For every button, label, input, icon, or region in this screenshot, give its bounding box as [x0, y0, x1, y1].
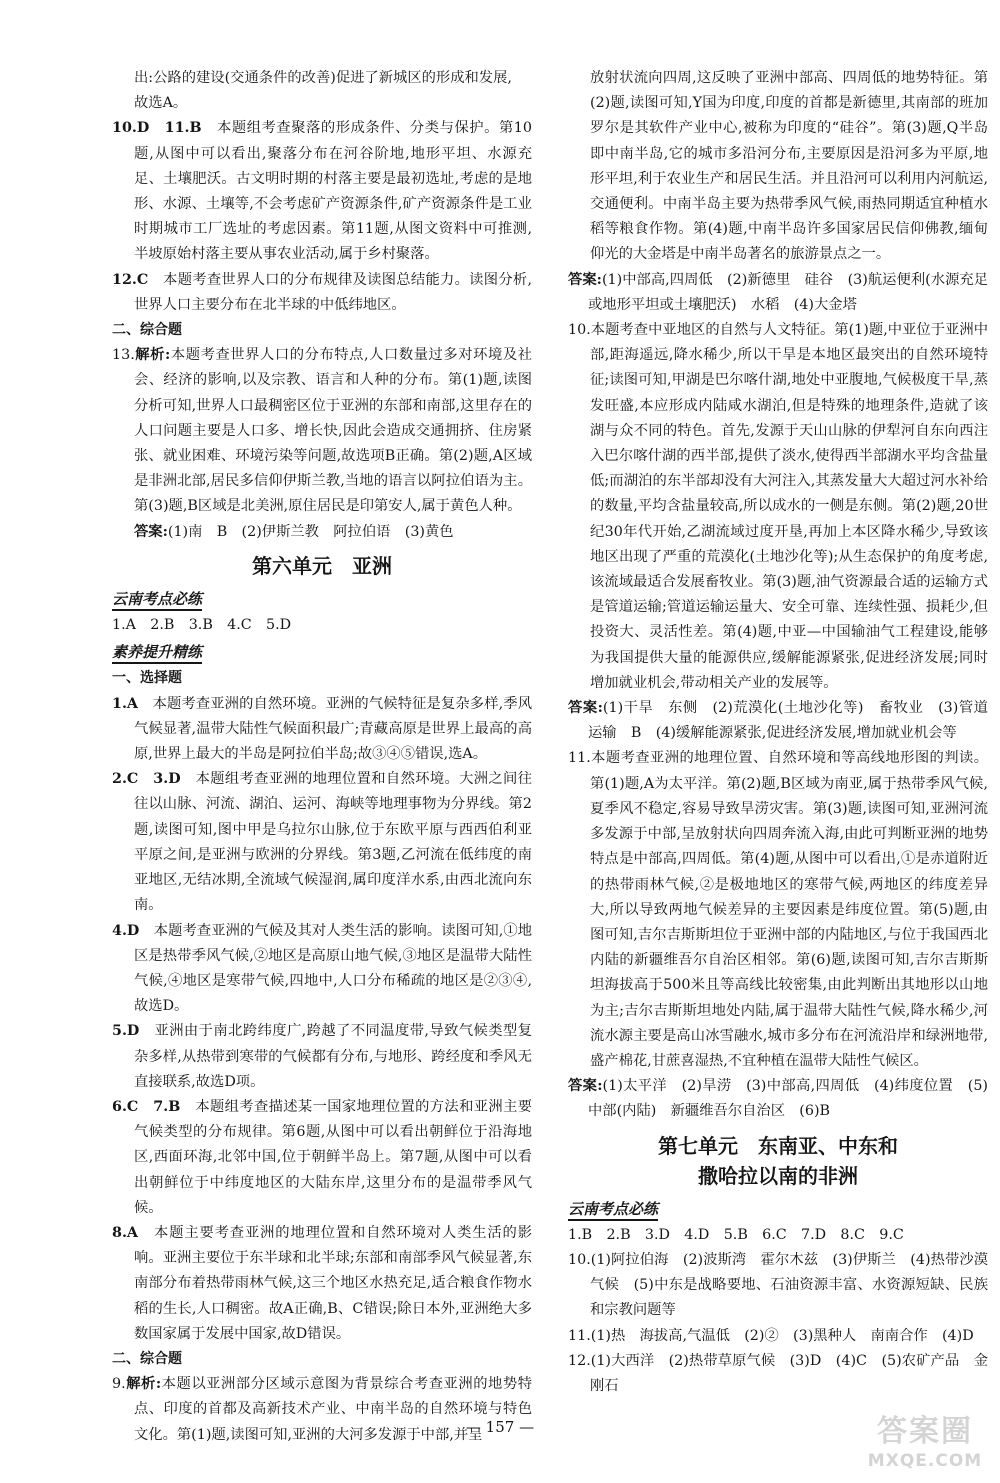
answer-item: [568, 746, 988, 1074]
item-number: 6.C 7.B: [112, 1098, 181, 1115]
answer-list: 1.B 2.B 3.D 4.D 5.B 6.C 7.D 8.C 9.C: [568, 1226, 904, 1243]
analysis-label: 解析:: [134, 347, 171, 364]
item-text: 本题组考查描述某一国家地理位置的方法和亚洲主要气候类型的分布规律。第6题,从图中可以看出朝鲜位于沿海地区,西面环海,北邻中国,位于朝鲜半岛上。第7题,从图中可以看出朝鲜位于中纬度地区的大陆东岸,这里分布的是温带季风气候。: [134, 1098, 532, 1216]
watermark-url: MXQE.COM: [867, 1451, 983, 1471]
item-text: 亚洲由于南北跨纬度广,跨越了不同温度带,导致气候类型复杂多样,从热带到寒带的气候都有分布,与地形、跨经度和季风无直接联系,故选D项。: [134, 1023, 533, 1090]
unit-title: 第六单元 亚洲: [252, 553, 392, 578]
subsection-title: 云南考点必练: [568, 1199, 658, 1221]
subsection-title: 素养提升精练: [112, 642, 202, 664]
answer-text: (1)干旱 东侧 (2)荒漠化(土地沙化等) 畜牧业 (3)管道运输 B (4)缓解能源紧张,促进经济发展,增加就业机会等: [588, 700, 988, 742]
answer-label: 答案:: [134, 523, 168, 540]
paragraph: 出:公路的建设(交通条件的改善)促进了新城区的形成和发展,: [134, 70, 512, 86]
answer-label: 答案:: [568, 271, 602, 288]
subsection-title: 云南考点必练: [112, 589, 202, 611]
item-text: 本题考查亚洲的自然环境。亚洲的气候特征是复杂多样,季风气候显著,温带大陆性气候面积最广;青藏高原是世界上最高的高原,世界上最大的半岛是阿拉伯半岛;故③④⑤错误,选A。: [134, 695, 533, 763]
item-number: 10.D 11.B: [112, 120, 202, 137]
item-text: 本题以亚洲部分区域示意图为背景综合考查亚洲的地势特点、印度的首都及高新技术产业、中南半岛的自然环境与特色文化。第(1)题,读图可知,亚洲的大河多发源于中部,并呈: [134, 1376, 532, 1443]
paragraph: 故选A。: [134, 95, 188, 112]
paragraph: 放射状流向四周,这反映了亚洲中部高、四周低的地势特征。第(2)题,读图可知,Y国为印度,印度的首都是新德里,其南部的班加罗尔是其软件产业中心,被称为印度的“硅谷”。第(3)题,Q半岛即中南半岛,它的城市多沿河分布,主要原因是沿河多为平原,地形平坦,利于农业生产和居民生活。并且沿河可以利用内河航运,交通便利。中南半岛主要为热带季风气候,雨热同期适宜种植水稻等粮食作物。第(4)题,中南半岛许多国家居民信仰佛教,缅甸仰光的大金塔是中南半岛著名的旅游景点之一。: [590, 70, 988, 263]
right-column: [568, 66, 988, 1399]
answer-line: [568, 696, 988, 746]
item-text: 本题考查亚洲的地理位置、自然环境和等高线地形图的判读。第(1)题,A为太平洋。第(2)题,B区域为南亚,属于热带季风气候,夏季风不稳定,容易导致旱涝灾害。第(3)题,读图可知,亚洲河流多发源于中部,呈放射状向四周奔流入海,由此可判断亚洲的地势特点是中部高,四周低。第(4)题,从图中可以看出,①是赤道附近的热带雨林气候,②是极地地区的寒带气候,两地区的纬度差异大,所以导致两地气候差异的主要因素是纬度位置。第(5)题,由图可知,吉尔吉斯斯坦位于亚洲中部的内陆地区,与位于我国西北内陆的新疆维吾尔自治区相邻。第(6)题,读图可知,吉尔吉斯斯坦海拔高于500米且等高线比较密集,由此判断出其地形以山地为主;吉尔吉斯斯坦地处内陆,属于温带大陆性气候,降水稀少,河流水源主要是高山冰雪融水,城市多分布在河流沿岸和绿洲地带,盛产棉花,甘蔗喜湿热,不宜种植在温带大陆性气候区。: [590, 750, 988, 1069]
answer-item: 10.(1)阿拉伯海 (2)波斯湾 霍尔木兹 (3)伊斯兰 (4)热带沙漠气候 (5)中东是战略要地、石油资源丰富、水资源短缺、民族和宗教问题等: [568, 1251, 988, 1319]
answer-label: 答案:: [568, 1078, 603, 1095]
item-number: 10.: [568, 322, 591, 339]
item-number: 8.A: [112, 1224, 139, 1241]
answer-item: [112, 268, 532, 318]
answer-text: (1)中部高,四周低 (2)新德里 硅谷 (3)航运便利(水源充足或地形平坦或土壤肥沃) 水稻 (4)大金塔: [588, 271, 989, 313]
answer-item: [112, 919, 532, 1020]
answer-item: [112, 692, 532, 768]
item-text: 本题组考查亚洲的地理位置和自然环境。大洲之间往往以山脉、河流、湖泊、运河、海峡等地理事物为分界线。第2题,读图可知,图中甲是乌拉尔山脉,位于东欧平原与西西伯利亚平原之间,是亚洲与欧洲的分界线。第3题,乙河流在低纬度的南亚地区,无结冰期,全流域气候湿润,属印度洋水系,由西北流向东南。: [134, 771, 532, 914]
left-column: [112, 66, 532, 1448]
answer-item: [112, 116, 532, 267]
answer-item: 12.(1)大西洋 (2)热带草原气候 (3)D (4)C (5)农矿产品 金刚石: [568, 1352, 988, 1394]
item-text: 本题主要考查亚洲的地理位置和自然环境对人类生活的影响。亚洲主要位于东半球和北半球;东部和南部季风气候显著,东南部分布着热带雨林气候,这三个地区水热充足,适合粮食作物水稻的生长,人口稠密。故A正确,B、C错误;除日本外,亚洲绝大多数国家属于发展中国家,故D错误。: [134, 1224, 533, 1342]
item-number: 2.C 3.D: [112, 771, 181, 788]
unit-title-line: 第七单元 东南亚、中东和: [658, 1133, 898, 1158]
item-number: 13.: [112, 347, 135, 364]
answer-item: [112, 767, 532, 918]
watermark-logo: [855, 1414, 995, 1478]
item-text: 本题考查世界人口的分布规律及读图总结能力。读图分析,世界人口主要分布在北半球的中低纬地区。: [134, 271, 533, 313]
answer-line: [568, 1074, 988, 1124]
section-heading: 一、选择题: [112, 670, 182, 687]
unit-title: [568, 1131, 988, 1191]
answer-text: (1)太平洋 (2)旱涝 (3)中部高,四周低 (4)纬度位置 (5)中部(内陆) 新疆维吾尔自治区 (6)B: [588, 1078, 988, 1120]
answer-line: [112, 520, 532, 545]
answer-item: [112, 1095, 532, 1221]
answer-text: (1)南 B (2)伊斯兰教 阿拉伯语 (3)黄色: [167, 523, 454, 540]
item-number: 5.D: [112, 1023, 140, 1040]
answer-label: 答案:: [568, 700, 603, 717]
page-number: — 157 —: [465, 1418, 535, 1436]
item-number: 9.: [112, 1376, 126, 1393]
answer-item: [112, 1019, 532, 1095]
section-heading: 二、综合题: [112, 322, 182, 339]
item-number: 11.: [568, 750, 591, 767]
answer-list: 1.A 2.B 3.B 4.C 5.D: [112, 617, 292, 634]
answer-item: [568, 318, 988, 696]
answer-line: [568, 268, 988, 318]
answer-item: 11.(1)热 海拔高,气温低 (2)② (3)黑种人 南南合作 (4)D: [568, 1327, 974, 1344]
item-text: 本题考查世界人口的分布特点,人口数量过多对环境及社会、经济的影响,以及宗教、语言和人种的分布。第(1)题,读图分析可知,世界人口最稠密区位于亚洲的东部和南部,这里存在的人口问题主要是人口多、增长快,因此会造成交通拥挤、住房紧张、就业困难、环境污染等问题,故选项B正确。第(2)题,A区域是非洲北部,居民多信仰伊斯兰教,当地的语言以阿拉伯语为主。第(3)题,B区域是北美洲,原住居民是印第安人,属于黄色人种。: [134, 347, 533, 515]
item-number: 4.D: [112, 922, 140, 939]
answer-item: [112, 1221, 532, 1347]
item-text: 本题组考查聚落的形成条件、分类与保护。第10题,从图中可以看出,聚落分布在河谷阶地,地形平坦、水源充足、土壤肥沃。古文明时期的村落主要是最初选址,考虑的是地形、水源、土壤等,不会考虑矿产资源条件,矿产资源条件是工业时期城市工厂选址的考虑因素。第11题,从图文资料中可推测,半坡原始村落主要从事农业活动,属于乡村聚落。: [134, 120, 533, 263]
item-number: 12.C: [112, 271, 149, 288]
section-heading: 二、综合题: [112, 1350, 182, 1367]
item-text: 本题考查中亚地区的自然与人文特征。第(1)题,中亚位于亚洲中部,距海遥远,降水稀少,所以干旱是本地区最突出的自然环境特征;读图可知,甲湖是巴尔喀什湖,地处中亚腹地,气候极度干旱,蒸发旺盛,本应形成内陆咸水湖泊,但是特殊的地理条件,造就了该湖与众不同的特色。首先,发源于天山山脉的伊犁河自东向西注入巴尔喀什湖的西半部,提供了淡水,使得西半部湖水平均含盐量低;而湖泊的东半部却没有大河注入,其蒸发量大大超过河水补给的数量,平均含盐量较高,所以成水的一侧是东侧。第(2)题,20世纪30年代开始,乙湖流域过度开垦,再加上本区降水稀少,导致该地区出现了严重的荒漠化(土地沙化等);从生态保护的角度考虑,该流域最适合发展畜牧业。第(3)题,油气资源最合适的运输方式是管道运输;管道运输运量大、安全可靠、连续性强、损耗少,但投资大、灵活性差。第(4)题,中亚—中国输油气工程建设,能够为我国提供大量的能源供应,缓解能源紧张,促进经济发展;同时增加就业机会,带动相关产业的发展等。: [590, 322, 988, 691]
watermark-text: 答案圈: [877, 1414, 973, 1449]
item-number: 1.A: [112, 695, 139, 712]
answer-item: [112, 343, 532, 519]
answer-item: [112, 1372, 532, 1448]
unit-title-line: 撒哈拉以南的非洲: [698, 1163, 858, 1188]
analysis-label: 解析:: [125, 1376, 162, 1393]
item-text: 本题考查亚洲的气候及其对人类生活的影响。读图可知,①地区是热带季风气候,②地区是高原山地气候,③地区是温带大陆性气候,④地区是寒带气候,四地中,人口分布稀疏的地区是②③④,故选D。: [134, 922, 533, 1015]
